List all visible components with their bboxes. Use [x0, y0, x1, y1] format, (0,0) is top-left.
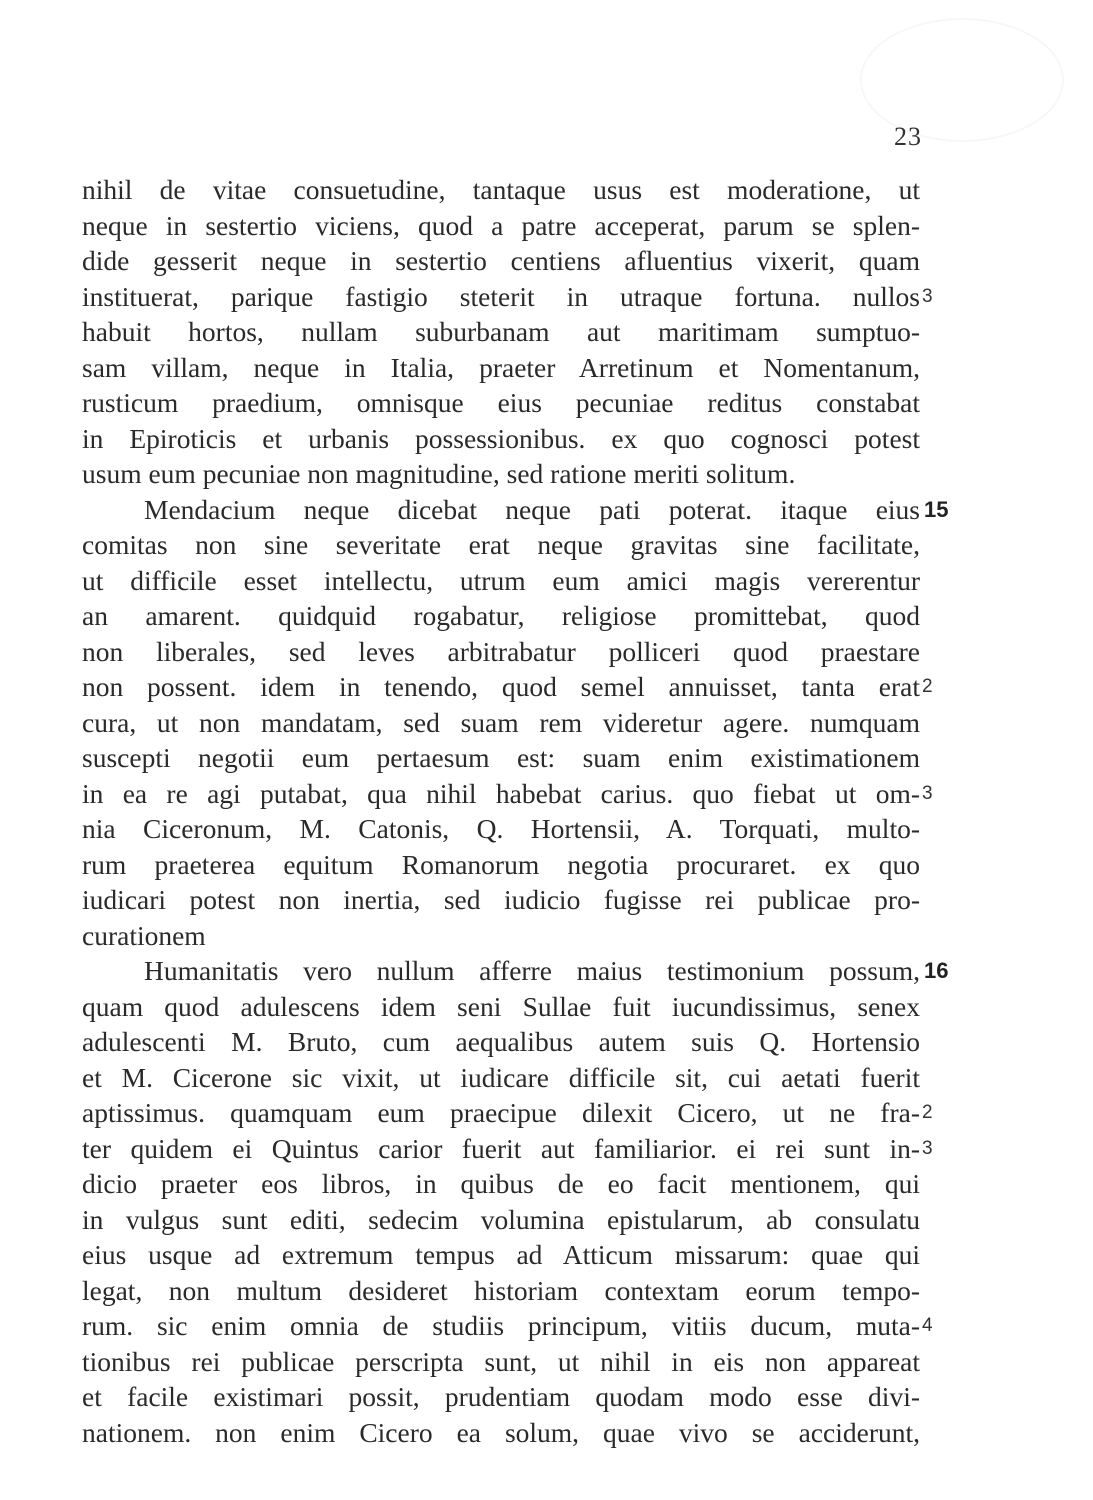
text-line [82, 421, 972, 457]
section-number: 2 [922, 676, 933, 697]
line-text: non possent. idem in tenendo, quod semel annuisset, tanta erat [82, 671, 920, 702]
text-line [82, 1308, 972, 1344]
text-line [82, 1344, 972, 1380]
section-number: 3 [922, 782, 933, 804]
library-stamp [860, 18, 1064, 142]
line-text: et facile existimari possit, prudentiam quodam modo esse divi- [82, 1381, 920, 1412]
line-text: ut difficile esset intellectu, utrum eum amici magis vererentur [82, 564, 920, 596]
text-line [82, 208, 972, 244]
line-text: nia Ciceronum, M. Catonis, Q. Hortensii, A. Torquati, multo- [82, 813, 920, 844]
line-text: non liberales, sed leves arbitrabatur polliceri quod praestare [82, 635, 920, 667]
text-line [82, 1131, 972, 1167]
text-line [82, 847, 972, 883]
line-text: in vulgus sunt editi, sedecim volumina epistularum, ab consulatu [82, 1203, 920, 1235]
text-line [82, 1024, 972, 1060]
text-line [82, 598, 972, 634]
text-line [82, 456, 972, 492]
text-line [82, 1379, 972, 1415]
section-number: 4 [922, 1315, 933, 1336]
text-body [82, 172, 972, 1450]
line-text: neque in sestertio viciens, quod a patre acceperat, parum se splen- [82, 209, 920, 241]
text-line [82, 989, 972, 1025]
text-line [82, 1237, 972, 1273]
line-text: Mendacium neque dicebat neque pati poterat. itaque eius [144, 493, 920, 525]
text-line [82, 882, 972, 918]
text-line [82, 1273, 972, 1309]
text-line [82, 918, 972, 954]
text-line [82, 314, 972, 350]
line-text: habuit hortos, nullam suburbanam aut maritimam sumptuo- [82, 316, 920, 347]
page-number: 23 [894, 122, 922, 151]
line-text: aptissimus. quamquam eum praecipue dilexit Cicero, ut ne fra- [82, 1097, 920, 1128]
text-line [82, 634, 972, 670]
text-line [82, 243, 972, 279]
line-text: rum. sic enim omnia de studiis principum, vitiis ducum, muta- [82, 1310, 920, 1341]
text-line [82, 1166, 972, 1202]
line-text: in Epiroticis et urbanis possessionibus. ex quo cognosci potest [82, 422, 920, 454]
text-line [82, 1202, 972, 1238]
text-line [82, 669, 972, 705]
line-text: in ea re agi putabat, qua nihil habebat carius. quo fiebat ut om- [82, 777, 920, 809]
line-text: tionibus rei publicae perscripta sunt, ut nihil in eis non appareat [82, 1345, 920, 1377]
text-line [82, 279, 972, 315]
text-line [82, 1060, 972, 1096]
line-text: quam quod adulescens idem seni Sullae fuit iucundissimus, senex [82, 990, 920, 1022]
line-text: legat, non multum desideret historiam contextam eorum tempo- [82, 1274, 920, 1306]
section-number: 3 [922, 285, 933, 307]
line-text: iudicari potest non inertia, sed iudicio fugisse rei publicae pro- [82, 884, 920, 915]
section-number: 2 [922, 1102, 933, 1123]
text-line [82, 953, 972, 989]
line-text: ter quidem ei Quintus carior fuerit aut familiarior. ei rei sunt in- [82, 1132, 920, 1164]
chapter-number: 16 [924, 958, 949, 983]
text-line [82, 172, 972, 208]
line-text: nihil de vitae consuetudine, tantaque usus est moderatione, ut [82, 174, 920, 205]
line-text: rusticum praedium, omnisque eius pecuniae reditus constabat [82, 387, 920, 418]
text-line [82, 740, 972, 776]
text-line [82, 492, 972, 528]
text-line [82, 350, 972, 386]
chapter-number: 15 [924, 496, 949, 522]
line-text: an amarent. quidquid rogabatur, religiose promittebat, quod [82, 600, 920, 631]
line-text: usum eum pecuniae non magnitudine, sed ratione meriti solitum. [82, 458, 796, 489]
line-text: adulescenti M. Bruto, cum aequalibus autem suis Q. Hortensio [82, 1026, 920, 1057]
line-text: cura, ut non mandatam, sed suam rem videretur agere. numquam [82, 706, 920, 738]
line-text: et M. Cicerone sic vixit, ut iudicare difficile sit, cui aetati fuerit [82, 1061, 920, 1093]
text-line [82, 563, 972, 599]
line-text: dicio praeter eos libros, in quibus de eo facit mentionem, qui [82, 1168, 920, 1199]
line-text: Humanitatis vero nullum afferre maius testimonium possum, [144, 955, 920, 986]
line-text: sam villam, neque in Italia, praeter Arretinum et Nomentanum, [82, 351, 920, 383]
line-text: curationem [82, 919, 206, 951]
text-line [82, 705, 972, 741]
text-line [82, 1415, 972, 1451]
text-line [82, 527, 972, 563]
text-line [82, 385, 972, 421]
line-text: rum praeterea equitum Romanorum negotia procuraret. ex quo [82, 848, 920, 880]
section-number: 3 [922, 1137, 933, 1159]
line-text: instituerat, parique fastigio steterit in utraque fortuna. nullos [82, 280, 920, 312]
text-line [82, 1095, 972, 1131]
line-text: suscepti negotii eum pertaesum est: suam enim existimationem [82, 742, 920, 773]
text-line [82, 811, 972, 847]
line-text: dide gesserit neque in sestertio centiens afluentius vixerit, quam [82, 245, 920, 276]
line-text: comitas non sine severitate erat neque gravitas sine facilitate, [82, 529, 920, 560]
line-text: eius usque ad extremum tempus ad Atticum missarum: quae qui [82, 1239, 920, 1270]
line-text: nationem. non enim Cicero ea solum, quae vivo se acciderunt, [82, 1416, 920, 1448]
text-line [82, 776, 972, 812]
